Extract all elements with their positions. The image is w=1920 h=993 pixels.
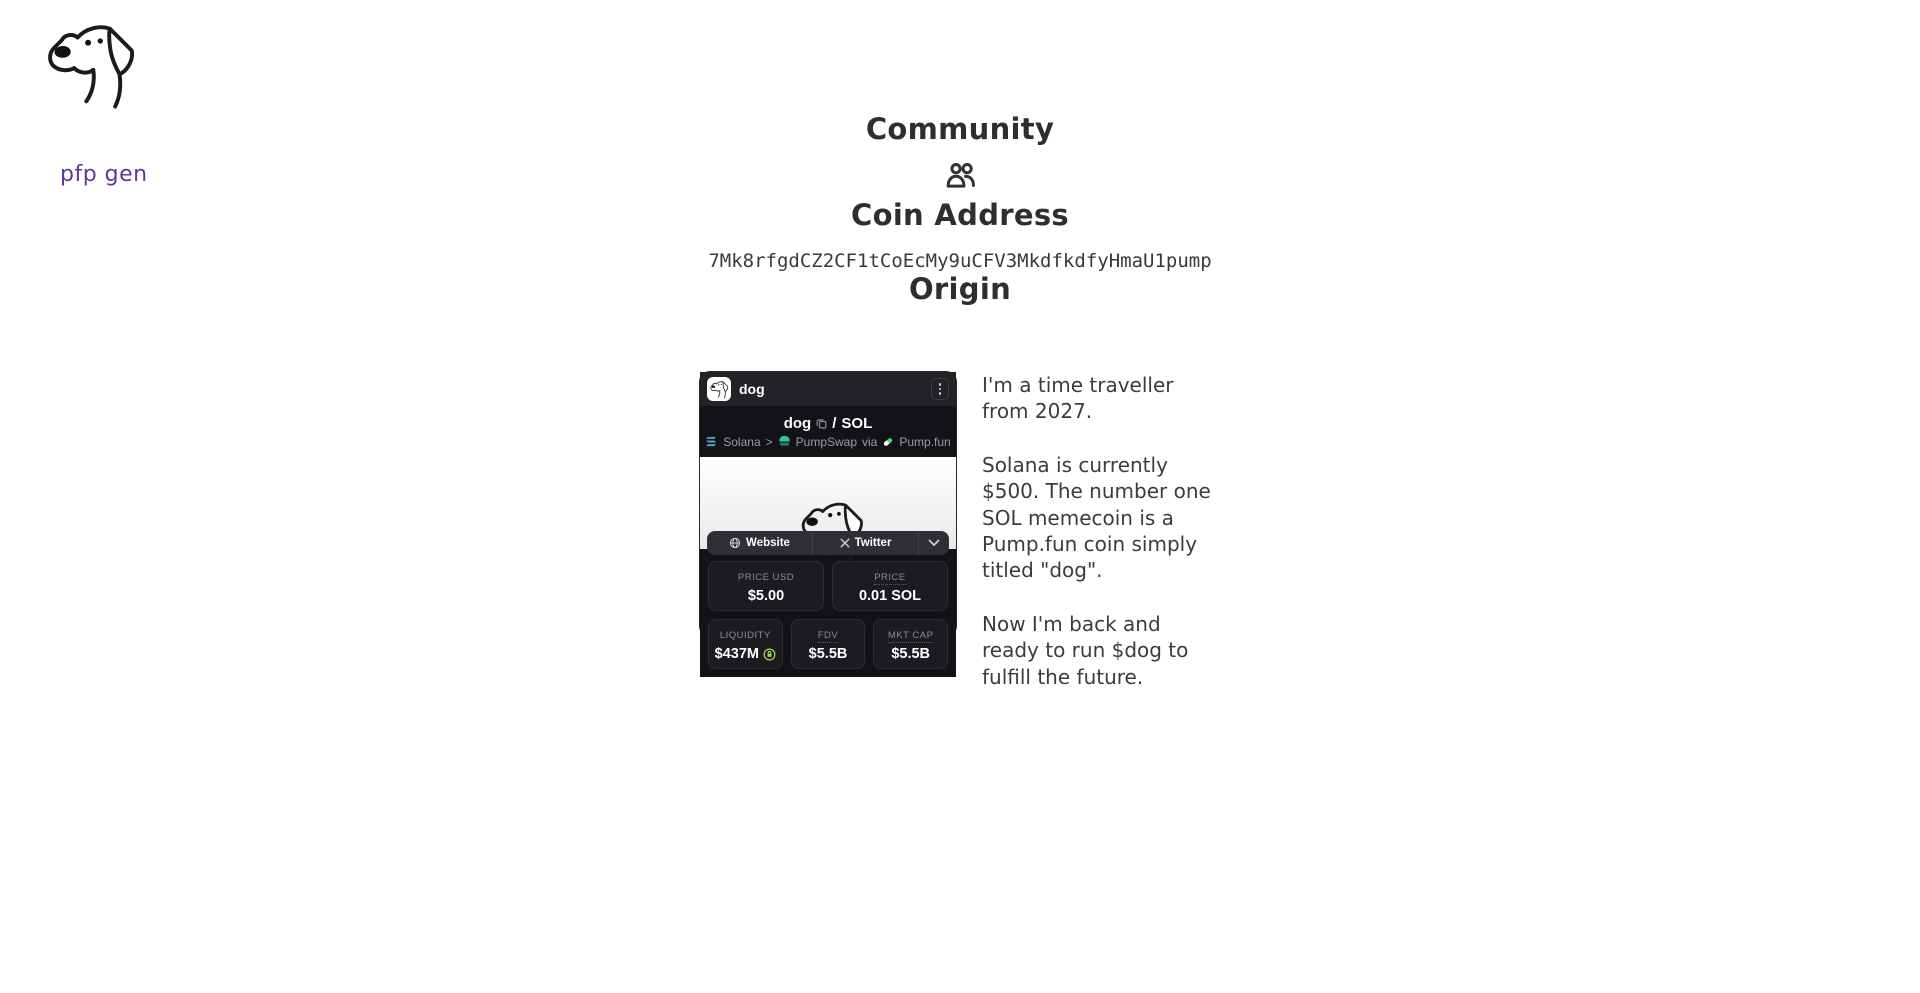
pair-block [700,406,956,457]
pfp-gen-link[interactable]: pfp gen [60,162,148,187]
pair-quote: SOL [841,414,873,432]
stat-liquidity [708,619,783,669]
chain-row [705,435,950,449]
pair-base: dog [783,414,812,432]
stat-value: $5.5B [891,646,931,662]
stats-row-2 [708,619,948,669]
stat-fdv [791,619,866,669]
dex-name-label[interactable]: PumpSwap [795,434,858,449]
chevron-down-icon [928,539,940,547]
stat-mkt-cap [873,619,948,669]
pumpswap-icon [778,435,791,448]
stat-price-sol [832,561,948,611]
stat-label: MKT CAP [887,630,934,641]
stat-label: PRICE [874,572,906,583]
twitter-button[interactable] [812,531,918,555]
links-bar [707,531,949,555]
stat-label: PRICE USD [737,572,795,583]
expand-links-button[interactable] [918,531,949,555]
launchpad-label[interactable]: Pump.fun [899,434,951,449]
globe-icon [729,537,741,549]
coin-address-title: Coin Address [851,198,1069,232]
pumpfun-icon [882,436,894,448]
stat-value: $5.5B [808,646,848,662]
x-twitter-icon [840,538,850,548]
website-label: Website [746,537,790,549]
origin-paragraph: Now I'm back and ready to run $dog to fulfill the future. [982,611,1189,689]
origin-row [0,372,1920,690]
website-button[interactable] [707,531,812,555]
via-label: via [862,434,878,449]
stat-price-usd [708,561,824,611]
origin-paragraph: I'm a time traveller from 2027. [982,373,1174,424]
lock-icon [763,648,776,661]
stat-label: FDV [817,630,839,641]
people-icon [941,156,979,194]
stat-value: 0.01 SOL [858,588,922,604]
coin-address-value: 7Mk8rfgdCZ2CF1tCoEcMy9uCFV3MkdfkdfyHmaU1pump [708,250,1212,272]
kebab-menu-icon[interactable] [931,378,949,400]
origin-paragraph: Solana is currently $500. The number one SOL memecoin is a Pump.fun coin simply titled "dog". [982,452,1211,583]
copy-icon[interactable] [816,418,827,429]
solana-icon [705,436,718,447]
pair-title [784,415,873,432]
token-avatar [707,377,731,401]
stat-value: $5.00 [747,588,785,604]
origin-title: Origin [908,272,1012,306]
stat-value: $437M [714,646,759,662]
stats-panel [700,555,956,677]
pair-separator: / [832,414,837,432]
stat-label: LIQUIDITY [719,630,771,641]
community-title: Community [865,112,1055,146]
chain-separator: > [765,434,773,449]
token-name: dog [739,381,765,397]
stats-row-1 [708,561,948,611]
chain-name[interactable]: Solana [723,434,761,449]
dex-embed-card [700,372,956,662]
dex-card-header [700,372,956,406]
twitter-label: Twitter [854,537,892,549]
community-link[interactable] [941,156,979,194]
origin-story [982,372,1220,690]
